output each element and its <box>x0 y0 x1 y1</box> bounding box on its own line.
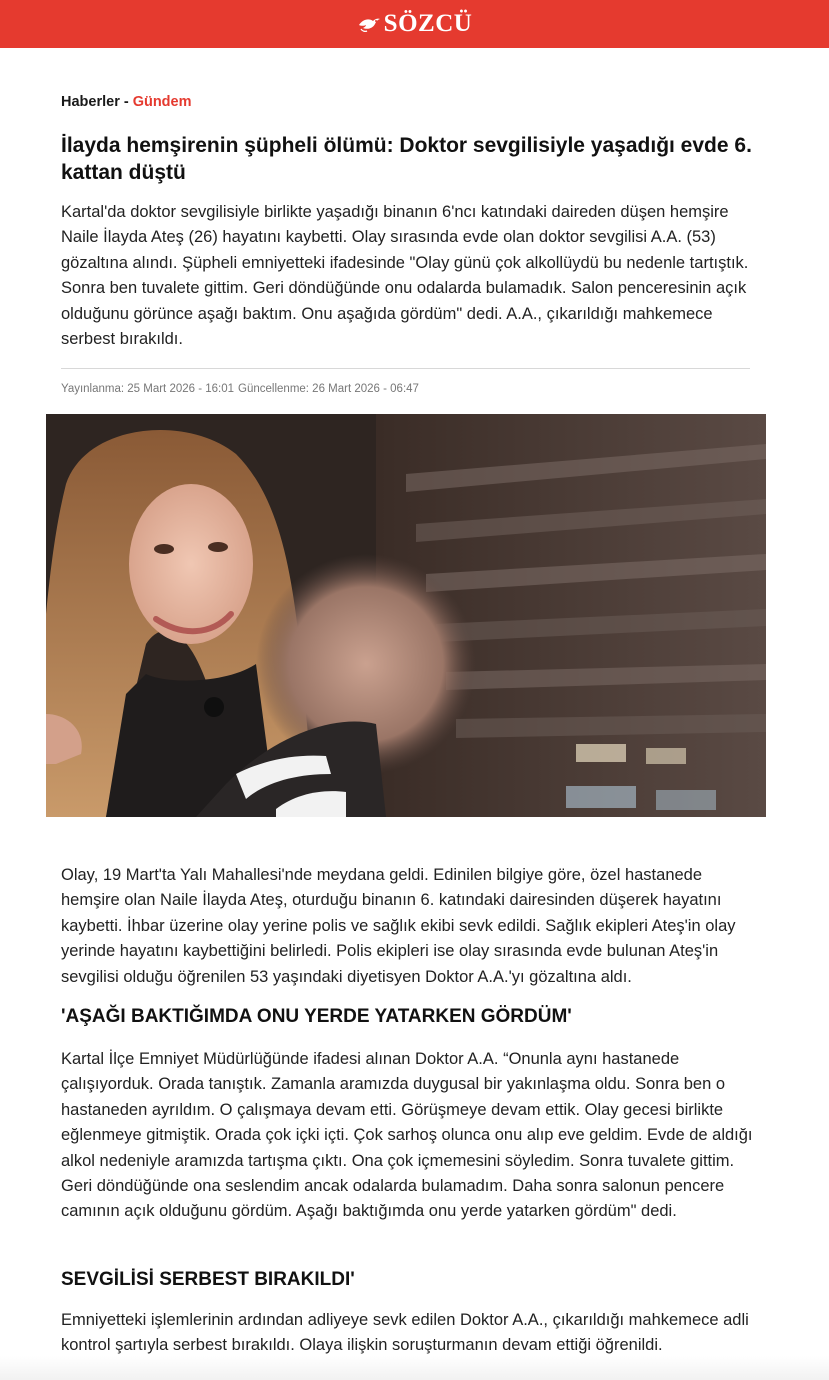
article-subheading-1: 'AŞAĞI BAKTIĞIMDA ONU YERDE YATARKEN GÖRDÜM' <box>61 1006 572 1027</box>
published-date: Yayınlanma: 25 Mart 2026 - 16:01 <box>61 383 235 395</box>
article-image[interactable] <box>46 414 766 817</box>
bottom-fade <box>0 1356 829 1380</box>
brand-name: SÖZCÜ <box>383 10 473 37</box>
bird-logo-icon <box>357 14 381 34</box>
breadcrumb-separator: - <box>123 94 129 110</box>
article-subheading-2: SEVGİLİSİ SERBEST BIRAKILDI' <box>61 1269 355 1290</box>
breadcrumb <box>61 94 192 110</box>
site-logo[interactable] <box>357 10 473 38</box>
article-summary: Kartal'da doktor sevgilisiyle birlikte yaşadığı binanın 6'ncı katındaki daireden düşen hemşire Naile İlayda Ateş (26) hayatını kaybetti. Olay sırasında evde olan doktor sevgilisi A.A. (53) gözaltına alındı. Şüpheli emniyetteki ifadesinde "Olay günü çok alkollüydü bu nedenle tartıştık. Sonra ben tuvalete gittim. Geri döndüğünde onu odalarda bulamadık. Salon penceresinin açık olduğunu görünce aşağı baktım. Onu aşağıda gördüm" dedi. A.A., çıkarıldığı mahkemece serbest bırakıldı. <box>61 203 749 349</box>
news-photo-icon <box>46 414 766 817</box>
article-paragraph-1: Olay, 19 Mart'ta Yalı Mahallesi'nde meydana geldi. Edinilen bilgiye göre, özel hastanede hemşire olan Naile İlayda Ateş, oturduğu binanın 6. katındaki dairesinden düşerek hayatını kaybetti. İhbar üzerine olay yerine polis ve sağlık ekibi sevk edildi. Sağlık ekipleri Ateş'in olay yerinde hayatını kaybettiğini belirledi. Polis ekipleri ise olay sırasında evde bulunan Ateş'in sevgilisi olduğu öğrenilen 53 yaşındaki diyetisyen Doktor A.A.'yı gözaltına aldı. <box>61 866 736 986</box>
updated-date: Güncellenme: 26 Mart 2026 - 06:47 <box>238 383 419 395</box>
article-dates <box>61 383 419 395</box>
article-title: İlayda hemşirenin şüpheli ölümü: Doktor sevgilisiyle yaşadığı evde 6. kattan düştü <box>61 134 752 184</box>
divider <box>61 368 750 369</box>
site-header <box>0 0 829 48</box>
breadcrumb-category-link[interactable]: Gündem <box>132 94 192 110</box>
article-paragraph-3: Emniyetteki işlemlerinin ardından adliyeye sevk edilen Doktor A.A., çıkarıldığı mahkemece adli kontrol şartıyla serbest bırakıldı. Olaya ilişkin soruşturmanın devam ettiği öğrenildi. <box>61 1311 749 1355</box>
breadcrumb-section-link[interactable]: Haberler <box>61 94 120 110</box>
article-paragraph-2: Kartal İlçe Emniyet Müdürlüğünde ifadesi alınan Doktor A.A. “Onunla aynı hastanede çalışıyorduk. Orada tanıştık. Zamanla aramızda duygusal bir yakınlaşma oldu. Sonra ben o hastaneden ayrıldım. O çalışmaya devam etti. Görüşmeye devam ettik. Olay gecesi birlikte eğlenmeye gitmiştik. Orada çok içki içti. Çok sarhoş olunca onu alıp eve geldim. Evde de aldığı alkol nedeniyle aramızda tartışma çıktı. Ona çok içmemesini söyledim. Sonra tuvalete gittim. Geri döndüğünde ona seslendim ancak odalarda bulamadım. Daha sonra salonun pencere camının açık olduğunu gördüm. Aşağı baktığımda onu yerde yatarken gördüm" dedi. <box>61 1050 753 1221</box>
